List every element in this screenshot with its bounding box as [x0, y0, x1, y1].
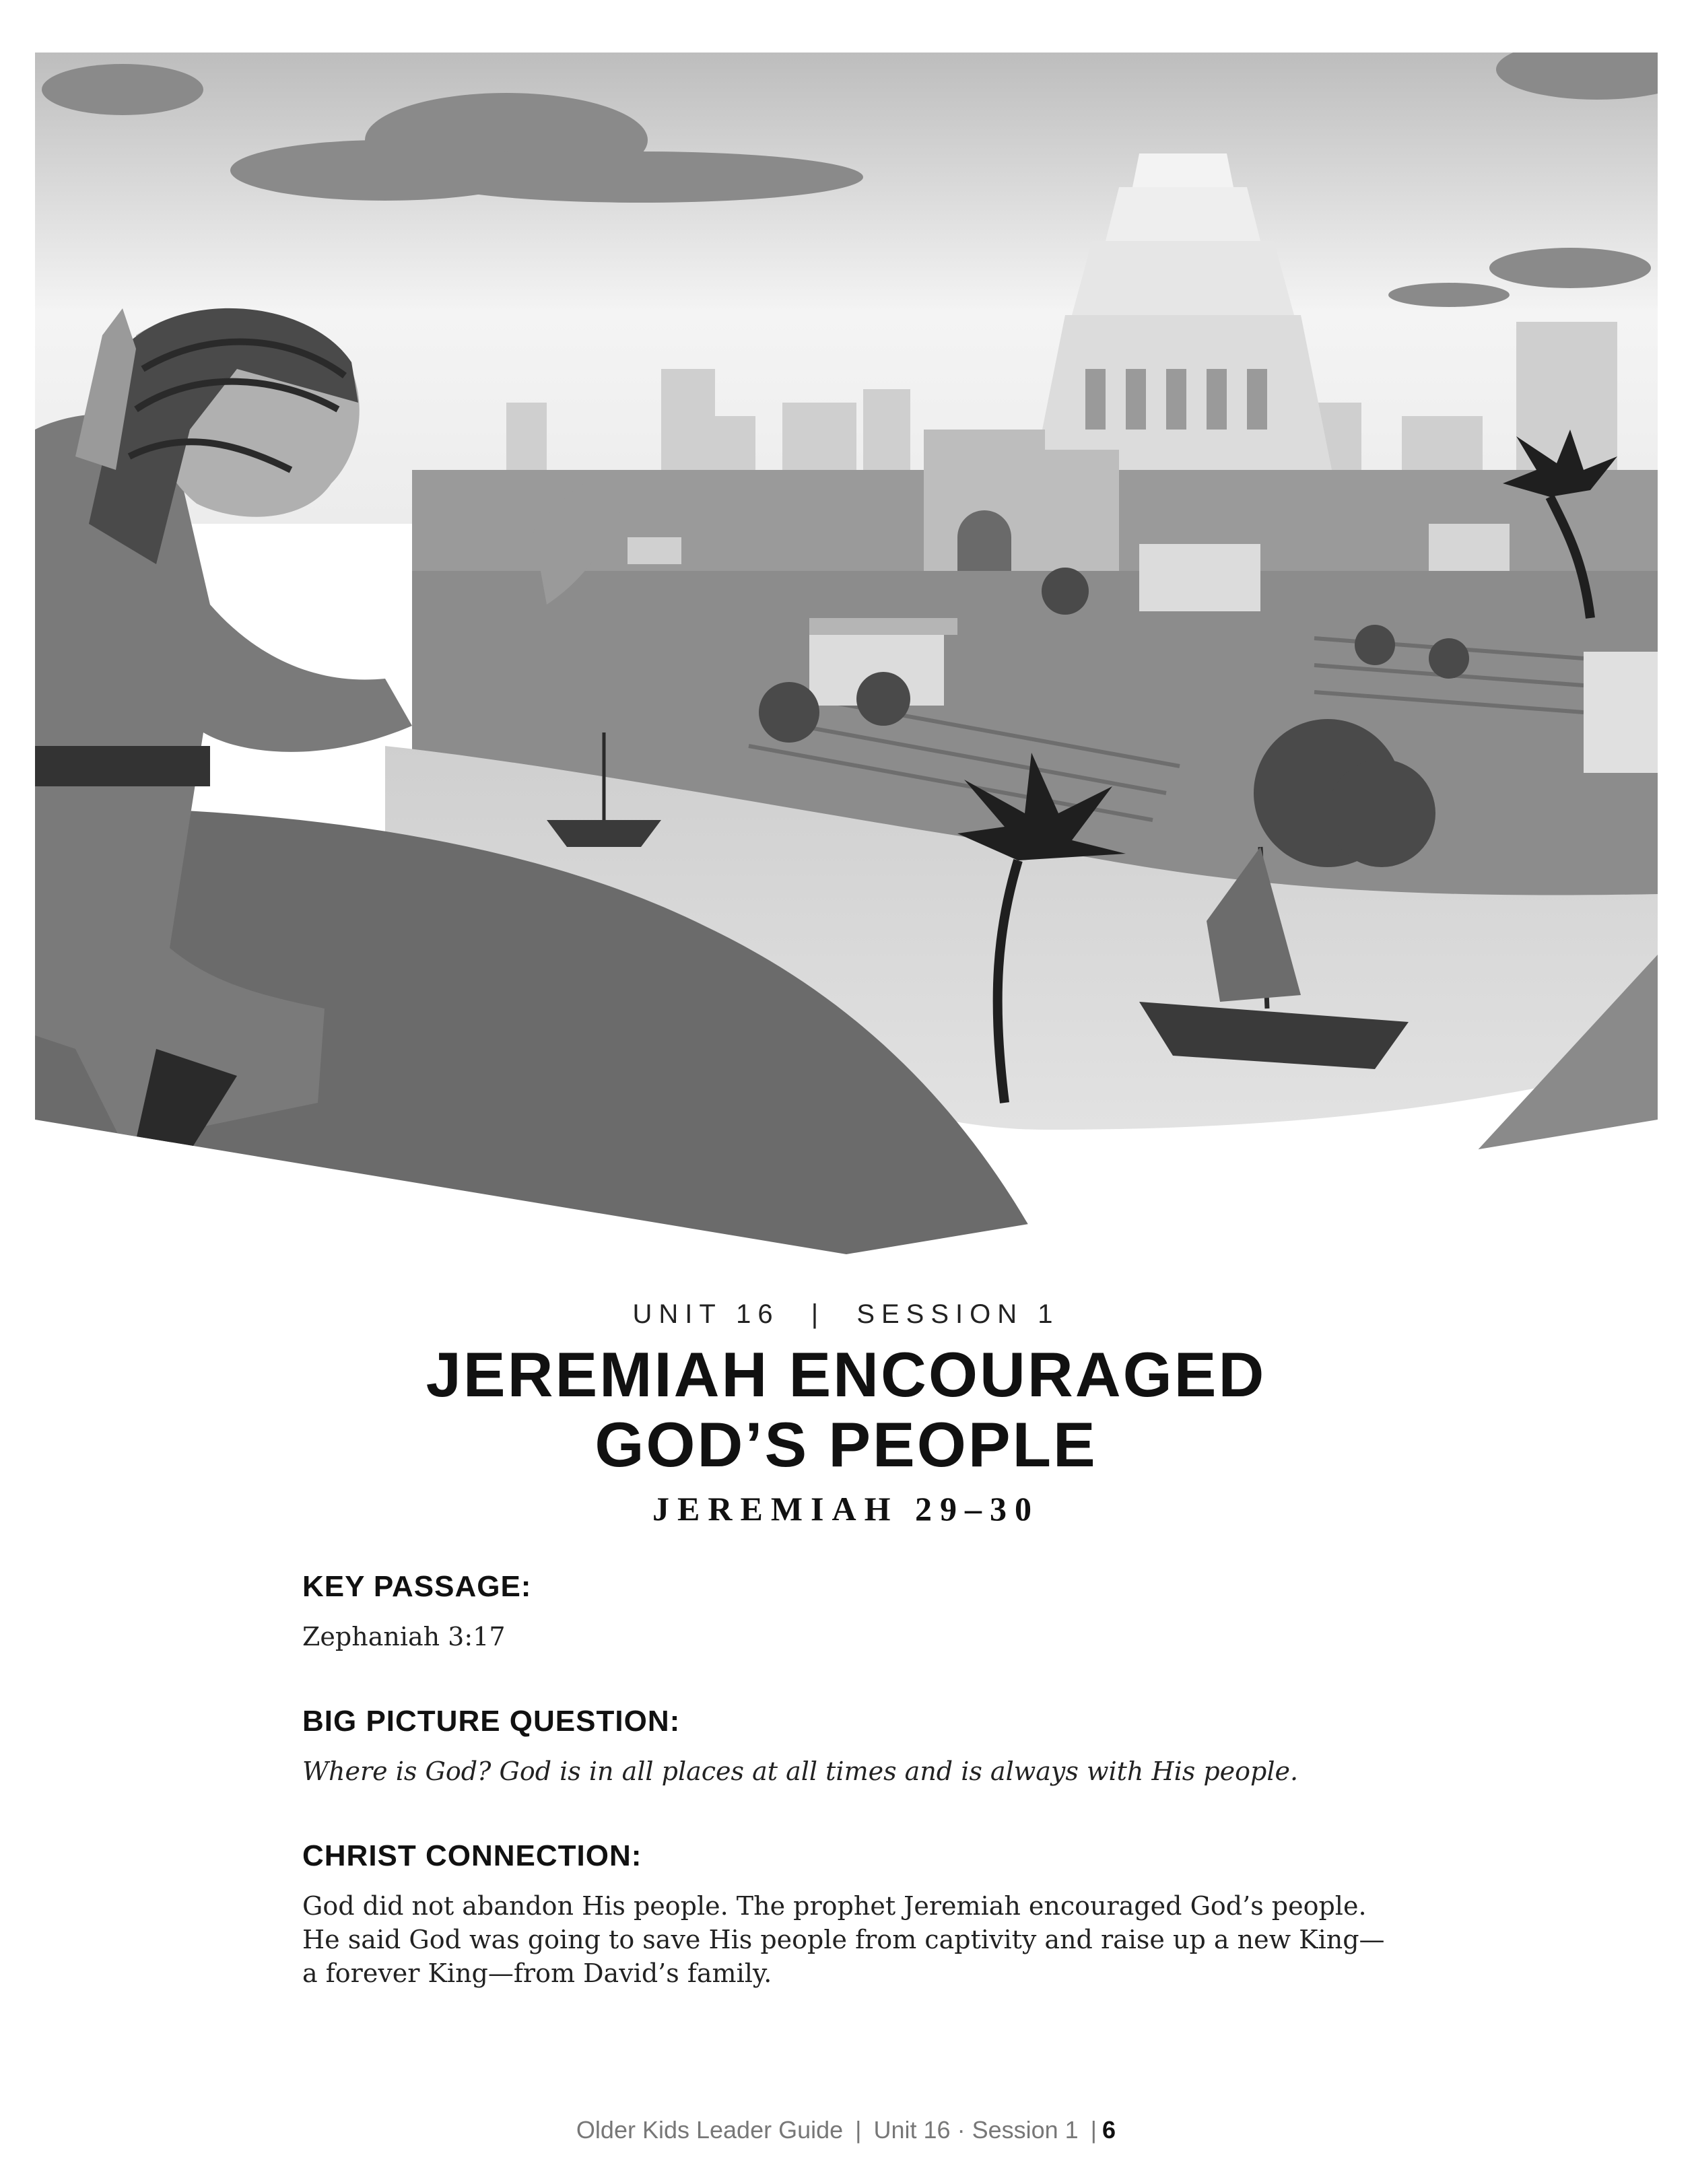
title-line-1: JEREMIAH ENCOURAGED — [426, 1339, 1266, 1410]
big-picture-heading: BIG PICTURE QUESTION: — [302, 1705, 681, 1738]
big-picture-section — [302, 1705, 1393, 1788]
big-picture-body: Where is God? God is in all places at all times and is always with His people. — [302, 1756, 1299, 1786]
hero-illustration — [35, 53, 1658, 1254]
footer-unit-session: Unit 16 · Session 1 — [873, 2116, 1079, 2144]
christ-connection-body: God did not abandon His people. The prophet Jeremiah encouraged God’s people. He said God was going to save His people from captivity and raise up a new King—a forever King—from David’s family. — [302, 1891, 1385, 1988]
key-passage-section — [302, 1570, 1393, 1653]
header-separator: | — [811, 1299, 825, 1329]
babylon-scene-illustration — [35, 53, 1658, 1254]
christ-connection-section — [302, 1839, 1393, 1990]
footer-separator: | — [1090, 2116, 1097, 2144]
unit-session-label — [0, 1299, 1692, 1330]
key-passage-body: Zephaniah 3:17 — [302, 1622, 506, 1651]
title-line-2: GOD’S PEOPLE — [595, 1409, 1097, 1480]
footer-separator: | — [855, 2116, 862, 2144]
footer-guide-title: Older Kids Leader Guide — [576, 2116, 844, 2144]
page-title — [0, 1340, 1692, 1480]
unit-label: UNIT 16 — [632, 1299, 780, 1329]
page-number: 6 — [1102, 2116, 1116, 2144]
christ-connection-heading: CHRIST CONNECTION: — [302, 1839, 642, 1872]
scripture-reference: JEREMIAH 29–30 — [652, 1490, 1040, 1528]
key-passage-heading: KEY PASSAGE: — [302, 1570, 532, 1603]
session-label: SESSION 1 — [856, 1299, 1060, 1329]
page-footer — [0, 2116, 1692, 2144]
